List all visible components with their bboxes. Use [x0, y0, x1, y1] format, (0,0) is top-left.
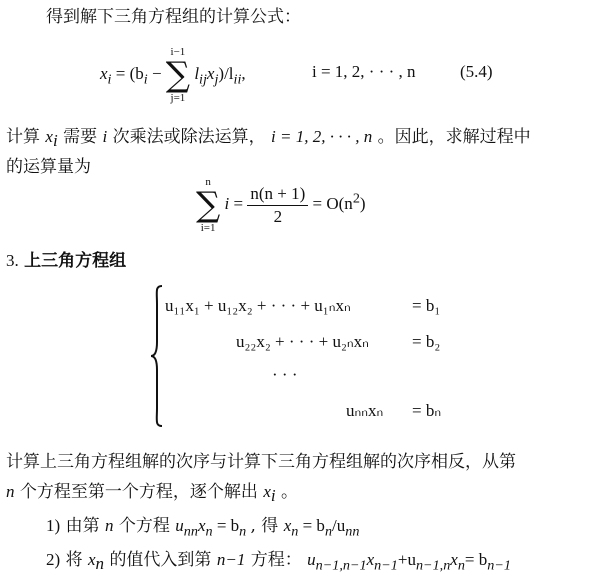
s1-xn: x	[283, 516, 292, 535]
step-2-equation	[307, 550, 511, 574]
s1-u: u	[175, 516, 184, 535]
ops-sum-lower: i=1	[200, 222, 216, 234]
eq-comma: ,	[241, 63, 246, 83]
step-1-equation	[175, 516, 250, 540]
eq-term2-sub: j	[214, 71, 219, 88]
step-2-var-sub: n	[95, 554, 105, 574]
step-2-var: x	[87, 550, 96, 569]
s2-m2: x	[366, 550, 375, 569]
eq-close-sub: ii	[233, 71, 242, 88]
system-row-4-rhs: = bₙ	[412, 401, 442, 420]
s2-m5-sub: n−1	[487, 557, 511, 574]
step-1	[46, 515, 359, 542]
ops-sigma-symbol: ∑	[196, 185, 221, 225]
section-heading	[6, 246, 126, 271]
paragraph-1-line-1	[6, 126, 531, 153]
p2-text-a: 个方程至第一个方程，逐个解出	[19, 482, 258, 502]
system-row-1-rhs: = b₁	[412, 296, 441, 315]
eq-open-sub: i	[143, 71, 148, 88]
paragraph-2-line-1: 计算上三角方程组解的次序与计算下三角方程组解的次序相反，从第	[6, 452, 516, 472]
eq-range: i = 1, 2, · · · , n	[312, 62, 416, 81]
system-row-3-ellipsis: · · ·	[272, 365, 298, 384]
s2-m1: u	[307, 550, 316, 569]
s2-m5: = b	[464, 550, 488, 569]
step-2	[46, 549, 511, 576]
s1-x: x	[197, 516, 206, 535]
p2-n: n	[6, 482, 15, 501]
ops-denominator: 2	[273, 206, 283, 226]
s2-m3-sub: n−1,n	[415, 557, 451, 574]
s2-m1-sub: n−1,n−1	[315, 557, 367, 574]
s1-beq-sub: n	[324, 523, 333, 540]
sum-upper: i−1	[170, 46, 186, 58]
ops-summation	[196, 176, 220, 234]
step-2-eq-index: n−1	[216, 550, 246, 569]
p1-range: i = 1, 2, · · · , n	[271, 127, 373, 146]
intro-line: 得到解下三角方程组的计算公式：	[46, 7, 301, 27]
p2-var: x	[263, 482, 271, 501]
system-row-2-rhs: = b₂	[412, 332, 441, 351]
s1-div-sub: nn	[345, 523, 360, 540]
step-2-text-b: 的值代入到第	[109, 550, 212, 570]
ops-sum-upper: n	[205, 176, 211, 188]
eq-close: )/l	[218, 63, 234, 83]
p1-i: i	[102, 127, 108, 146]
s1-eq-sub: n	[239, 523, 247, 540]
ops-rhs-sup: 2	[352, 190, 360, 207]
s1-xn-sub: n	[291, 523, 299, 540]
system-row-2-lhs: u₂₂x₂ + · · · + u₂ₙxₙ	[236, 332, 369, 351]
s1-eq: = b	[216, 516, 240, 535]
p1-text-d: 。因此，求解过程中	[377, 127, 531, 147]
eq-lhs: x	[100, 63, 108, 83]
sigma-symbol: ∑	[165, 55, 191, 95]
paragraph-1-line-2: 的运算量为	[6, 157, 91, 177]
section-number: 3.	[6, 251, 19, 270]
step-2-number: 2)	[46, 550, 61, 569]
s1-beq: = b	[302, 516, 325, 535]
p1-var-sub: i	[52, 131, 58, 151]
system-brace	[150, 284, 164, 428]
ops-rhs-close: )	[359, 193, 366, 213]
eq-term-sub: ij	[199, 71, 207, 88]
step-1-text-b: 个方程	[118, 516, 170, 536]
s2-m4: x	[450, 550, 458, 569]
eq-equals: =	[115, 63, 126, 83]
s1-div: /u	[332, 516, 346, 535]
step-1-text-c: , 得	[250, 516, 279, 536]
step-1-number: 1)	[46, 516, 61, 535]
system-row-4-lhs: uₙₙxₙ	[346, 401, 384, 420]
step-2-text-c: 方程：	[250, 550, 302, 570]
p1-var: x	[45, 127, 53, 146]
p1-text-a: 计算	[6, 127, 40, 147]
p2-var-sub: i	[270, 486, 276, 506]
s2-m4-sub: n	[457, 557, 465, 574]
step-1-text-a: 由第	[65, 516, 100, 536]
eq-open: (b	[129, 63, 144, 83]
p1-text-b: 需要	[63, 127, 98, 147]
equation-5-4	[100, 46, 246, 104]
s2-m3: +u	[397, 550, 416, 569]
ops-rhs: = O(n	[312, 193, 353, 213]
s2-m2-sub: n−1	[374, 557, 398, 574]
eq-minus: −	[151, 63, 162, 83]
s1-u-sub: nn	[183, 523, 198, 540]
ops-equation	[196, 176, 366, 234]
step-1-n: n	[104, 516, 114, 535]
ops-equals: =	[233, 193, 244, 213]
eq-term: l	[194, 63, 200, 83]
section-title: 上三角方程组	[24, 251, 127, 271]
p1-text-c: 次乘法或除法运算，	[112, 127, 266, 147]
eq-label: (5.4)	[460, 62, 493, 81]
ops-fraction	[247, 184, 308, 227]
sum-lower: j=1	[170, 92, 186, 104]
step-1-solution	[283, 516, 360, 540]
paragraph-2-line-2	[6, 481, 298, 508]
summation	[166, 46, 190, 104]
step-2-text-a: 将	[65, 550, 83, 570]
system-row-1-lhs: u₁₁x₁ + u₁₂x₂ + · · · + u₁ₙxₙ	[165, 296, 351, 315]
ops-term: i	[224, 193, 230, 213]
s1-x-sub: n	[205, 523, 213, 540]
eq-lhs-sub: i	[107, 71, 112, 88]
p2-end: 。	[281, 482, 298, 502]
ops-numerator: n(n + 1)	[247, 184, 308, 206]
eq-term2: x	[206, 63, 215, 83]
